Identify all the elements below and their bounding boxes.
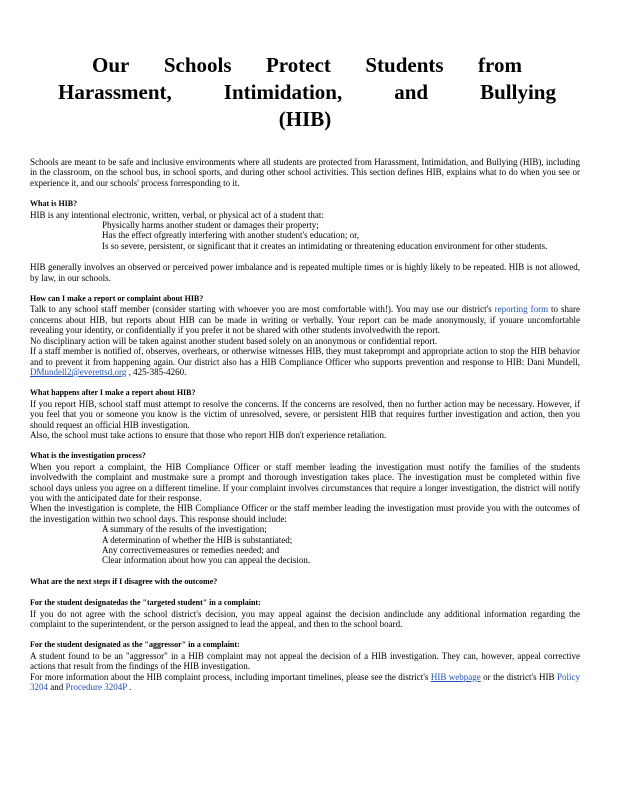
what-happens-paragraph-1: If you report HIB, school staff must attempt to resolve the concerns. If the concerns are resolved, then no further action may be necessary. However, if you feel that you or someone you know is the victim of unresolved, severe, or persistent HIB that requires further investigation and action, then you should request an official HIB investigation. [30,398,580,430]
list-item: Has the effect ofgreatly interfering with another student's education; or, [30,230,580,240]
list-item: Any correctivemeasures or remedies needed; and [30,545,580,555]
next-steps-heading: What are the next steps if I disagree with the outcome? [30,576,218,586]
what-happens-paragraph-2: Also, the school must take actions to ensure that those who report HIB don't experience retaliation. [30,429,387,440]
list-item: Is so severe, persistent, or significant that it creates an intimidating or threatening education environment for other students. [30,241,580,251]
title-word: Schools [163,53,232,77]
investigation-paragraph-1: When you report a complaint, the HIB Compliance Officer or staff member leading the investigation must notify the families of the students involvedwith the complaint and mustmake sure a prompt and thorough investigation takes place. The investigation must be completed within five school days unless you agree on a different timeline. If your complaint involves circumstances that require a longer investigation, the district will notify you with the anticipated date for their response. [30,461,580,503]
reporting-form-link[interactable]: reporting form [494,304,549,315]
title-line-3 [30,106,580,133]
title-line-1 [30,52,580,79]
title-word: (HIB) [278,107,332,131]
hib-webpage-link[interactable]: HIB webpage [430,671,481,682]
title-word: Bullying [480,80,556,104]
targeted-student-paragraph: If you do not agree with the school district's decision, you may appeal against the decision andinclude any additional information regarding the complaint to the superintendent, or the person assigned to lead the appeal, and then to the school board. [30,608,580,630]
bullet-icon [30,524,102,534]
title-word: Students [365,53,444,77]
aggressor-heading: For the student designated as the "aggressor" in a complaint: [30,640,240,650]
bullet-icon [30,555,102,565]
bullet-icon [30,545,102,555]
response-contents-list [30,524,580,566]
title-word: Protect [265,53,331,77]
title-line-2 [30,79,580,106]
hib-definition-list [30,220,580,251]
title-word: Our [92,53,130,77]
title-word: Harassment, [58,80,172,104]
power-imbalance-paragraph: HIB generally involves an observed or perceived power imbalance and is repeated multiple times or is highly likely to be repeated. HIB is not allowed, by law, in our schools. [30,262,580,283]
bullet-icon [30,230,102,240]
report-paragraph-3: If a staff member is notified of, observes, overhears, or otherwise witnesses HIB, they must takeprompt and appropriate action to stop the HIB behavior and to prevent it from happening again. Our district also has a HIB Compliance Officer who supports prevention and response to HIB: Dani Mundell, DMundell2@everettsd.org , 425-385-4260. [30,346,580,377]
intro-paragraph: Schools are meant to be safe and inclusive environments where all students are protected from Harassment, Intimidation, and Bullying (HIB), including in the classroom, on the school bus, in school sports, and during other school activities. This section defines HIB, explains what to do when you see or experience it, and our schools' process forresponding to it. [30,157,580,188]
title-word: Intimidation, [223,80,343,104]
report-paragraph-2: No disciplinary action will be taken against another student based solely on an anonymous or confidential report. [30,335,438,346]
aggressor-paragraph: A student found to be an "aggressor" in a HIB complaint may not appeal the decision of a HIB investigation. They can, however, appeal corrective actions that result from the findings of the HIB investigation. [30,650,580,672]
investigation-paragraph-2: When the investigation is complete, the HIB Compliance Officer or the staff member leading the investigation must provide you with the outcomes of the investigation within two school days. This response should include: [30,503,580,524]
title-word: and [394,80,429,104]
compliance-officer-email-link[interactable]: DMundell2@everettsd.org [30,366,127,377]
more-information-paragraph: For more information about the HIB complaint process, including important timelines, please see the district's HIB webpage or the district's HIB Policy 3204 and Procedure 3204P . [30,671,580,693]
report-paragraph-1: Talk to any school staff member (consider starting with whoever you are most comfortable with!). You may use our district's reporting form to share concerns about HIB, but reports about HIB can be made in writing or verbally. Your report can be made anonymously, if youare uncomfortable revealing your identity, or confidentially if you prefer it not be shared with other students involvedwith the report. [30,304,580,336]
list-item: Clear information about how you can appeal the decision. [30,555,580,565]
bullet-icon [30,220,102,230]
what-is-hib-heading: What is HIB? [30,199,78,209]
document-page [30,52,580,692]
what-happens-heading: What happens after I make a report about HIB? [30,388,196,398]
document-title [30,52,580,133]
list-item: A determination of whether the HIB is substantiated; [30,535,580,545]
list-item: Physically harms another student or damages their property; [30,220,580,230]
policy-3204-link[interactable]: Policy 3204 [30,671,580,693]
bullet-icon [30,241,102,251]
what-is-hib-lead: HIB is any intentional electronic, written, verbal, or physical act of a student that: [30,209,324,220]
investigation-heading: What is the investigation process? [30,451,146,461]
list-item: A summary of the results of the investigation; [30,524,580,534]
report-heading: How can I make a report or complaint about HIB? [30,294,204,304]
procedure-3204p-link[interactable]: Procedure 3204P [65,682,127,693]
targeted-student-heading: For the student designatedas the "targeted student" in a complaint: [30,598,261,608]
bullet-icon [30,535,102,545]
title-word: from [478,53,522,77]
